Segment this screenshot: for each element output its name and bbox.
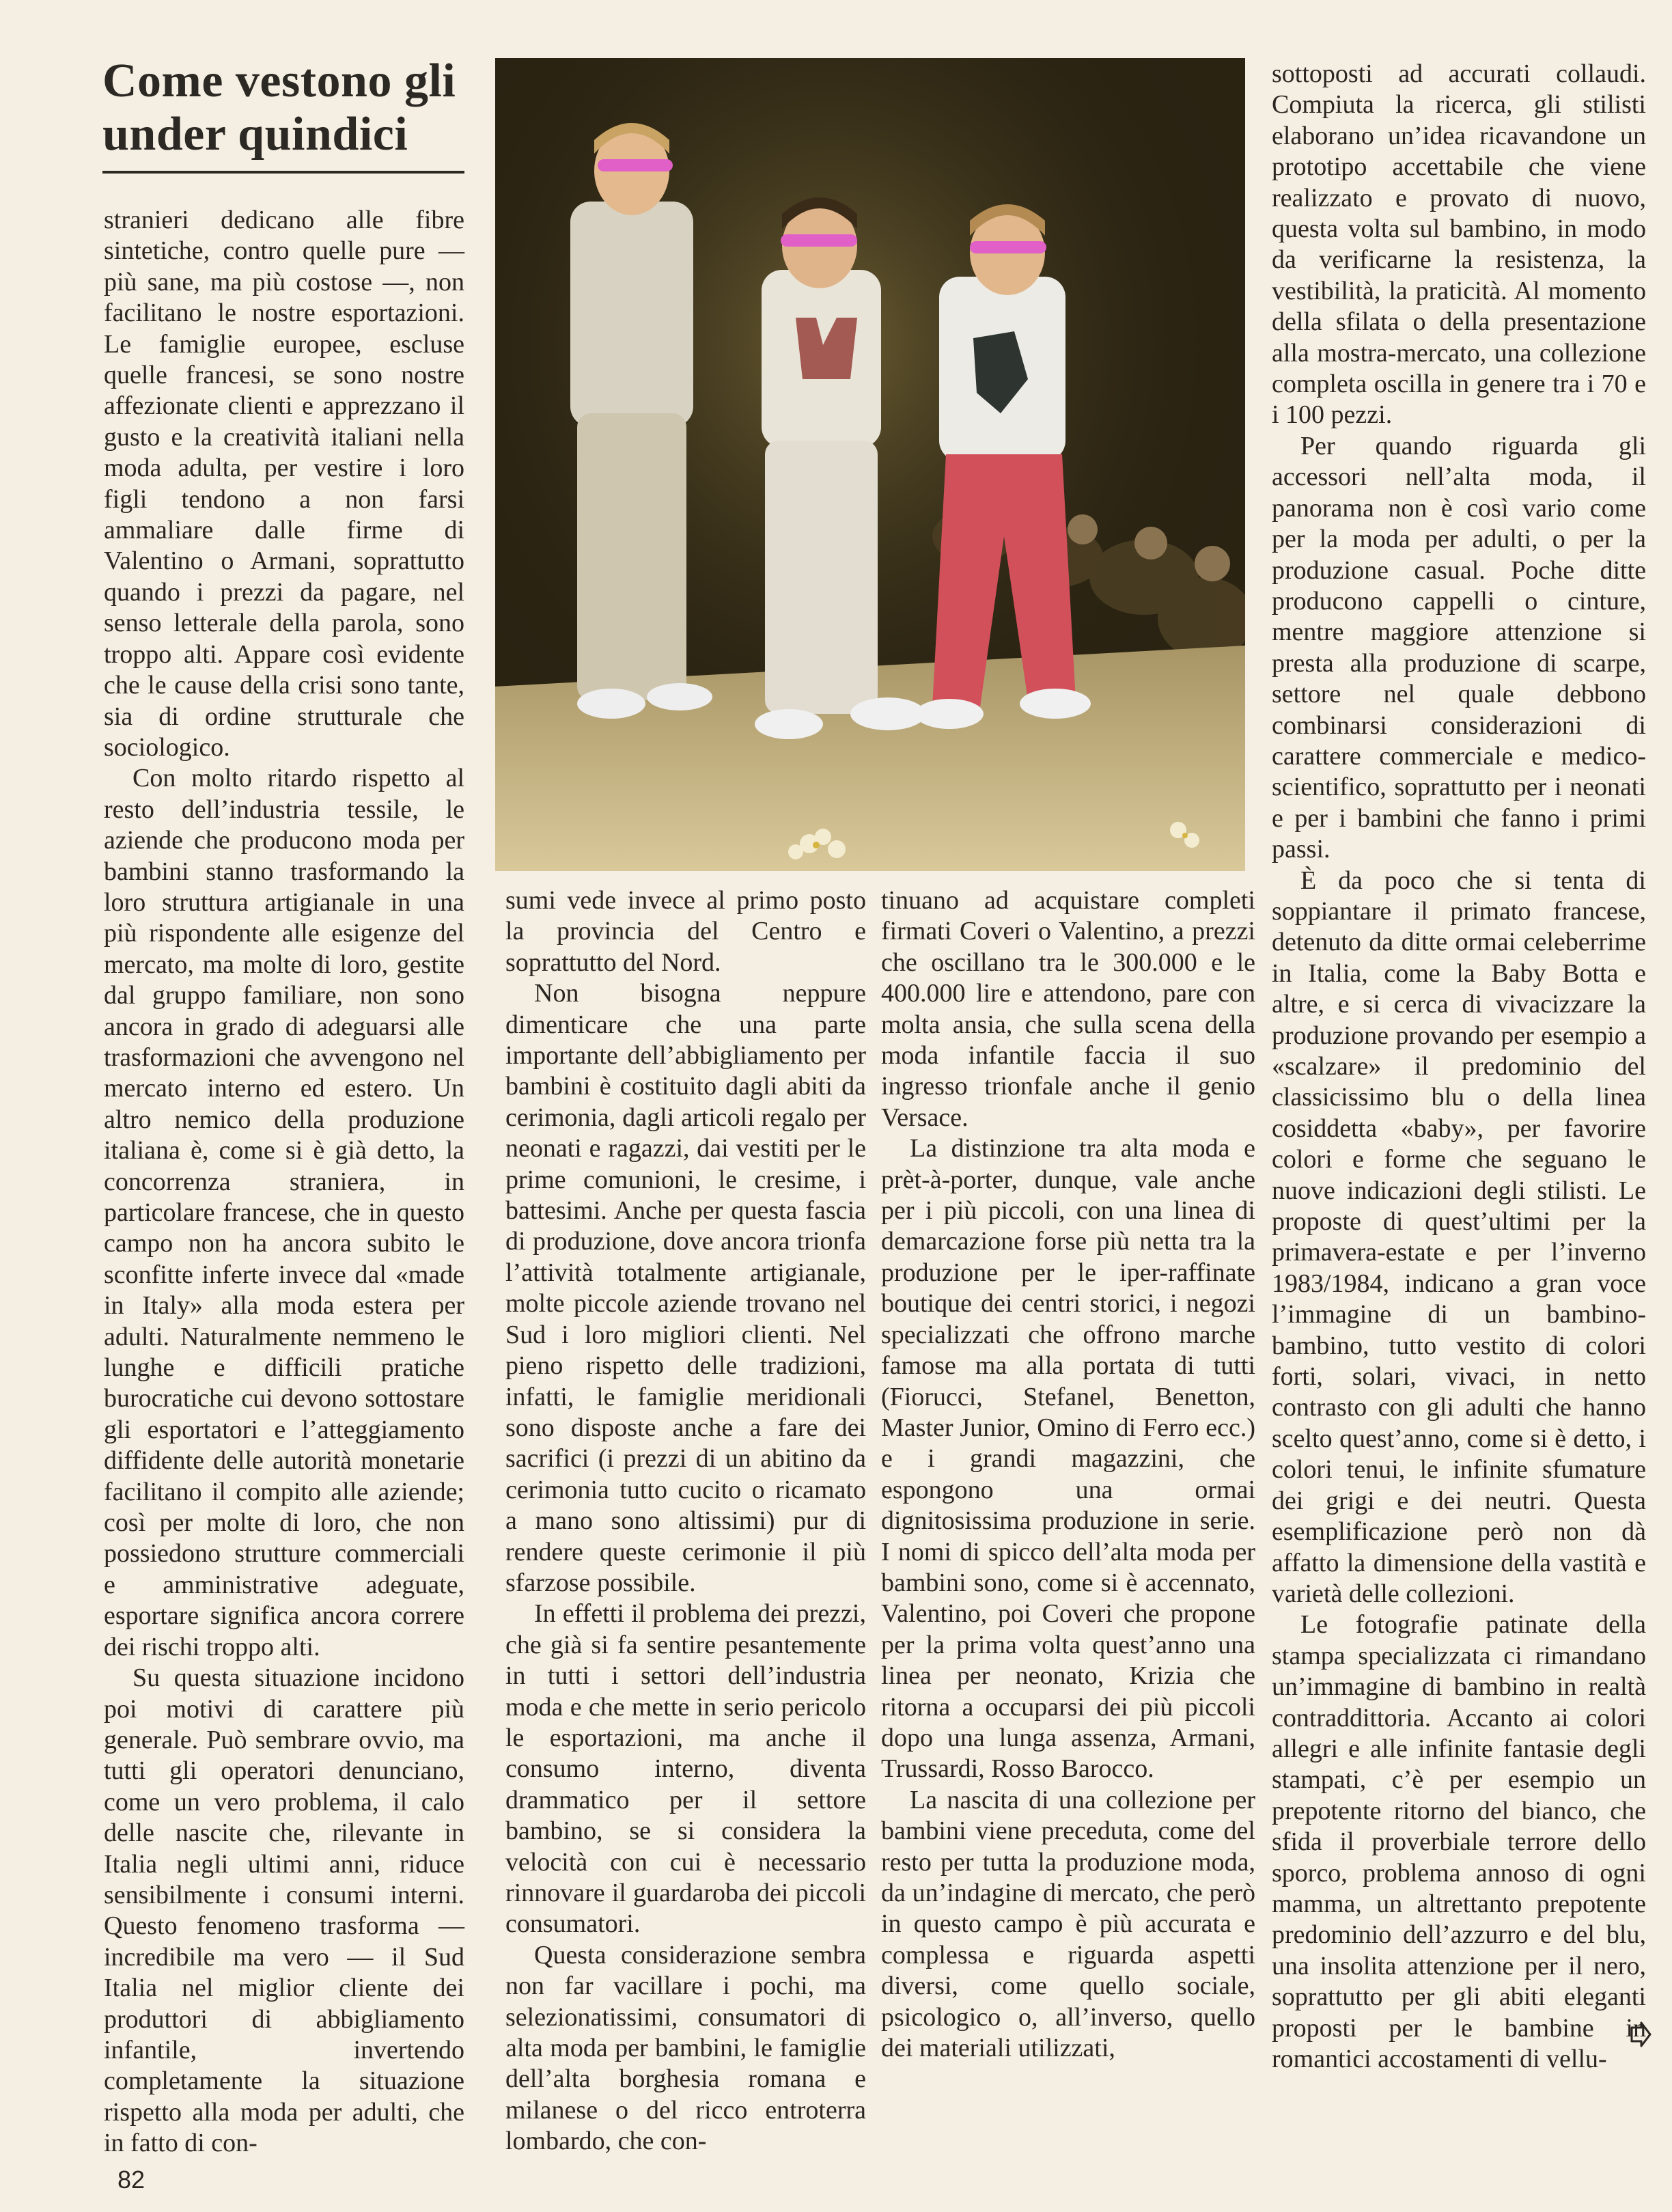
article-column-3 bbox=[881, 885, 1255, 2064]
paragraph: sottoposti ad accurati collaudi. Compiuta la ricerca, gli stilisti elaborano un’idea ricavandone un prototipo accettabile che viene realizzato e provato di nuovo, questa volta sul bambino, in modo da verificarne la resistenza, la vestibilità, la praticità. Al momento della sfilata o della presentazione alla mostra-mercato, una collezione completa oscilla in genere tra i 70 e i 100 pezzi. bbox=[1272, 59, 1646, 430]
paragraph: stranieri dedicano alle fibre sintetiche, contro quelle pure — più sane, ma più costose —, non facilitano le nostre esportazioni. Le famiglie europee, escluse quelle francesi, se sono nostre affezionate clienti e apprezzano il gusto e la creatività italiani nella moda adulta, per vestire i loro figli tendono a non farsi ammaliare dalle firme di Valentino o Armani, soprattutto quando i prezzi da pagare, nel senso letterale della parola, sono troppo alti. Appare così evidente che le cause della crisi sono tante, sia di ordine strutturale che sociologico. bbox=[104, 206, 464, 762]
article-title: Come vestono gli under quindici bbox=[102, 55, 456, 161]
paragraph: Per quando riguarda gli accessori nell’alta moda, il panorama non è così vario come per la moda per adulti, o per la produzione casual. Poche ditte producono cappelli o cinture, mentre maggiore attenzione si presta alla produzione di scarpe, settore nel quale debbono combinarsi considerazioni di carattere commerciale e medico-scientifico, soprattutto per i neonati e per i bambini che fanno i primi passi. bbox=[1272, 431, 1646, 864]
paragraph: In effetti il problema dei prezzi, che già si fa sentire pesantemente in tutti i settori dell’industria moda e che mette in serio pericolo le esportazioni, ma anche il consumo interno, diventa drammatico per il settore bambino, se si considera la velocità con cui è necessario rinnovare il guardaroba dei piccoli consumatori. bbox=[505, 1599, 866, 1939]
paragraph: Non bisogna neppure dimenticare che una parte importante dell’abbigliamento per bambini è costituito dagli abiti da cerimonia, dagli articoli regalo per neonati e ragazzi, dai vestiti per le prime comunioni, le cresime, i battesimi. Anche per questa fascia di produzione, dove ancora trionfa l’attività totalmente artigianale, molte piccole aziende trovano nel Sud i loro migliori clienti. Nel pieno rispetto delle tradizioni, infatti, le famiglie meridionali sono disposte anche a fare dei sacrifici (i prezzi di un abitino da cerimonia tutto cucito o ricamato a mano sono altissimi) pur di rendere queste cerimonie il più sfarzose possibile. bbox=[505, 979, 866, 1597]
article-column-2 bbox=[505, 885, 866, 2157]
paragraph: sumi vede invece al primo posto la provincia del Centro e soprattutto del Nord. bbox=[505, 886, 866, 977]
paragraph: Su questa situazione incidono poi motivi di carattere più generale. Può sembrare ovvio, ma tutti gli operatori denunciano, come un vero problema, il calo delle nascite che, rilevante in Italia negli ultimi anni, riduce sensibilmente i consumi interni. Questo fenomeno trasforma — incredibile ma vero — il Sud Italia nel miglior cliente dei produttori di abbigliamento infantile, invertendo completamente la situazione rispetto alla moda per adulti, che in fatto di con- bbox=[104, 1663, 464, 2158]
paragraph: Questa considerazione sembra non far vacillare i pochi, ma selezionatissimi, consumatori di alta moda per bambini, le famiglie dell’alta borghesia romana e milanese o del ricco entroterra lombardo, che con- bbox=[505, 1940, 866, 2156]
arrow-right-outline-icon bbox=[1629, 2021, 1652, 2048]
page-number: 82 bbox=[117, 2166, 145, 2194]
paragraph: Le fotografie patinate della stampa specializzata ci rimandano un’immagine di bambino in realtà contraddittoria. Accanto ai colori allegri e alle infinite fantasie degli stampati, c’è per esempio un prepotente ritorno del bianco, che sfida il proverbiale terrore dello sporco, problema annoso di ogni mamma, un altrettanto prepotente predominio dell’azzurro e del blu, una insolita attenzione per il nero, soprattutto per gli abiti eleganti proposti per le bambine in romantici accostamenti di vellu- bbox=[1272, 1610, 1646, 2073]
article-column-1 bbox=[104, 205, 464, 2159]
title-rule bbox=[102, 171, 464, 174]
paragraph: tinuano ad acquistare completi firmati Coveri o Valentino, a prezzi che oscillano tra le 300.000 e le 400.000 lire e attendono, pare con molta ansia, che sulla scena della moda infantile faccia il suo ingresso trionfale anche il genio Versace. bbox=[881, 886, 1255, 1132]
article-column-4 bbox=[1272, 59, 1646, 2075]
paragraph: Con molto ritardo rispetto al resto dell’industria tessile, le aziende che producono moda per bambini stanno trasformando la loro struttura artigianale in una più rispondente alle esigenze del mercato, ma molte di loro, gestite dal gruppo familiare, non sono ancora in grado di adeguarsi alle trasformazioni che avvengono nel mercato interno ed estero. Un altro nemico della produzione italiana è, come si è già detto, la concorrenza straniera, in particolare francese, che in questo campo non ha ancora subito le sconfitte inferte invece dal «made in Italy» alla moda estera per adulti. Naturalmente nemmeno le lunghe e difficili pratiche burocratiche cui devono sottostare gli esportatori e l’atteggiamento diffidente delle autorità monetarie facilitano il compito alle aziende; così per molte di loro, che non possiedono strutture commerciali e amministrative adeguate, esportare significa ancora correre dei rischi troppo alti. bbox=[104, 764, 464, 1661]
paragraph: È da poco che si tenta di soppiantare il primato francese, detenuto da ditte ormai celeberrime in Italia, come la Baby Botta e altre, e si cerca di vivacizzare la produzione provando per esempio a «scalzare» il predominio del classicissimo blu o della linea cosiddetta «baby», per favorire colori e forme che seguano le nuove indicazioni degli stilisti. Le proposte di quest’ultimi per la primavera-estate e per l’inverno 1983/1984, indicano a gran voce l’immagine di un bambino-bambino, tutto vestito di colori forti, solari, vivaci, in netto contrasto con gli adulti che hanno scelto quest’anno, come si è detto, i colori tenui, le infinite sfumature dei grigi e dei neutri. Questa esemplificazione però non dà affatto la dimensione della vastità e varietà delle collezioni. bbox=[1272, 866, 1646, 1608]
paragraph: La distinzione tra alta moda e prèt-à-porter, dunque, vale anche per i più piccoli, con una linea di demarcazione forse più netta tra la produzione per le iper-raffinate boutique dei centri storici, i negozi specializzati che offrono marche famose ma alla portata di tutti (Fiorucci, Stefanel, Benetton, Master Junior, Omino di Ferro ecc.) e i grandi magazzini, che espongono una ormai dignitosissima produzione in serie. I nomi di spicco dell’alta moda per bambini sono, come si è accennato, Valentino, poi Coveri che propone per la prima volta quest’anno una linea per neonato, Krizia che ritorna a occuparsi dei più piccoli dopo una lunga assenza, Armani, Trussardi, Rosso Barocco. bbox=[881, 1134, 1255, 1784]
paragraph: La nascita di una collezione per bambini viene preceduta, come del resto per tutta la produzione moda, da un’indagine di mercato, che però in questo campo è più accurata e complessa e riguarda aspetti diversi, come quello sociale, psicologico o, all’inverso, quello dei materiali utilizzati, bbox=[881, 1785, 1255, 2063]
runway-photo bbox=[495, 58, 1245, 871]
